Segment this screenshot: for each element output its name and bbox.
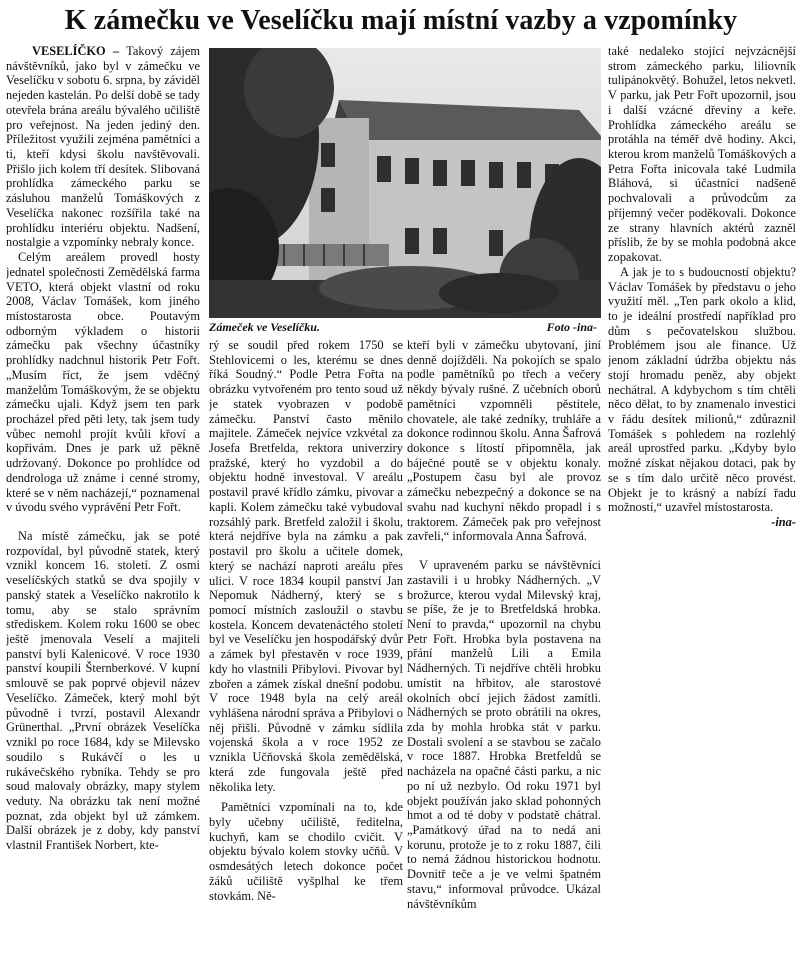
photo-caption-text: Zámeček ve Veselíčku. [209, 320, 320, 334]
column-3 [407, 338, 601, 954]
photo [209, 48, 601, 318]
col1-paragraph-2: Celým areálem provedl hosty jednatel společnosti Zemědělská farma VETO, která objekt vlastní od roku 2008, Václav Tomášek, kom jiného místostarosta obce. Poutavým odborným výkladem o historii zámečku pak všechny účastníky prohlídky nadchnul historik Petr Fořt. „Musím říct, že jsem vděčný manželům Tomáškovým, že se objektu zámečku ujali. Když jsem ten park procházel před pěti lety, tak jsem tudy vůbec nemohl projít kvůli křoví a kopřivám. Dnes je park už pěkně udržovaný. Dokonce po prohlídce od dendrologa už známe i cenné stromy, které se v něm nacházejí,“ poznamenal v úvodu svého vyprávění Petr Fořt. [6, 250, 200, 515]
col1-paragraph-3: Na místě zámečku, jak se poté rozpovídal, byl původně statek, který vznikl koncem 16. století. Z osmi veselíčských statků se dva spojily v panský statek a Veselíčko nakrotilo k tomu, aby se stalo správním střediskem. Kolem roku 1600 se obec ještě jmenovala Veselí a majiteli panství byli Kalenicové. V roce 1930 panství koupili Šternberkové. V kupní smlouvě se pak poprvé objevil název Veselíčko. Zámeček, který mohl být původně i tvrzí, postavil Alexandr Grünerthal. „První obrázek Veselíčka vznikl po roce 1684, kdy se Milevsko soudilo s Rukávčí o les u rukávečského rybníka. Tehdy se pro soud malovaly obrázky, mapy stylem veduty. Na obrázku tak není možné poznat, zda objekt byl už zámkem. Další obrázek je z doby, kdy panství vlastnil František Norbert, kte- [6, 529, 200, 853]
photo-caption [209, 320, 601, 336]
col3-paragraph-1: kteří byli v zámečku ubytovaní, jiní denně dojížděli. Na pokojích se spalo podle pamětníků po třech a večery někdy bývaly rušné. Z učebních oborů pamětníci vzpomněli pěstitele, chovatele, ale také zedníky, truhláře a dokonce rodinnou školu. Anna Šafrová dokonce s lítostí připomněla, jak báječné poutě se v objektu konaly. „Postupem času byl ale provoz zámečku nebezpečný a dokonce se na svahu nad kuchyní někdo propadl i s traktorem. Zámeček pak pro veřejnost zavřeli,“ informovala Anna Šafrová. [407, 338, 601, 544]
column-1 [6, 44, 200, 954]
dateline: VESELÍČKO – [32, 44, 120, 58]
col4-paragraph-1: také nedaleko stojící nejvzácnější strom zámeckého parku, liliovník tulipánokvětý. Bohužel, letos nekvetl. V parku, jak Petr Fořt upozornil, jsou i další vzácné dřeviny a keře. Prohlídka zámeckého areálu se protáhla na téměř dvě hodiny. Akci, kterou krom manželů Tomáškových a Petra Fořta inicovala také Ludmila Bláhová, si účastníci nadšeně pochvalovali a průvodcům za příjemný večer poděkovali. Dokonce ze strany hlavních aktérů zazněl příslib, že by se mohla podobná akce zopakovat. [608, 44, 796, 265]
chateau-photo [209, 48, 601, 318]
headline: K zámečku ve Veselíčku mají místní vazby a vzpomínky [64, 5, 738, 36]
col2-paragraph-1: rý se soudil před rokem 1750 se Stehlovicemi o les, kterému se dnes říká Soudný.“ Podle Petra Fořta na obrázku vytvořeném pro tento soud už je statek vyobrazen v podobě zámečku. Panství často měnilo majitele. Zámeček nejvíce vzkvétal za Josefa Bretfelda, rektora univerziry pražské, který ho vyzdobil a do objektu hodně investoval. V areálu postavil pravé křídlo zámku, pivovar a kapli. Kolem zámečku také vybudoval rozsáhlý park. Bretfeld založil i školu, která nejdříve byla na zámku a pak postavil pro školu a učitele domek, který se nachází naproti areálu přes ulici. V roce 1834 koupil panství Jan Nepomuk Nádherný, který se s pomocí místních zasloužil o stavbu kostela. Koncem devatenáctého století byl ve Veselíčku jen hospodářský dvůr a zámek byl přestavěn v roce 1939, kdy ho vlastnili Přibylovi. Pivovar byl zbořen a zámek získal dnešní podobu. V roce 1948 byla na celý areál vyhlášena národní správa a Přibylovi o něj přišli. Původně v zámku sídlila vojenská škola a v roce 1952 ze vznikla Učňovská škola zemědělská, která zde fungovala ještě před několika lety. [209, 338, 403, 794]
author-signature: -ina- [771, 515, 796, 529]
photo-credit: Foto -ina- [546, 320, 597, 334]
col1-paragraph-1 [6, 44, 200, 250]
col4-paragraph-2 [608, 264, 796, 529]
col2-paragraph-2: Pamětníci vzpomínali na to, kde byly učebny učiliště, ředitelna, kuchyň, kam se chodilo cvičit. V objektu bývalo kolem stovky učňů. V osmdesátých letech dokonce počet žáků učiliště vyšplhal ke třem stovkám. Ně- [209, 800, 403, 903]
col3-paragraph-2: V upraveném parku se návštěvníci zastavili i u hrobky Nádherných. „V brožurce, kterou vydal Milevský kraj, se píše, že je to Bretfeldská hrobka. Není to pravda,“ upozornil na chybu Petr Fořt. Hrobka byla postavena na přání manželů Lili a Emila Nádherných. Ti nejdříve chtěli hrobku umístit na hřbitov, ale starostové okolních obcí jejich žádost zamítli. Nádherných se proto obrátili na okres, zda by mohla hrobka stát v parku. Dostali svolení a se stavbou se začalo v roce 1887. Hrobka Bretfeldů se nacházela na opačné části parku, a nic po ní už nezbylo. Od roku 1971 byl objekt používán jako sklad pohonných hmot a od té doby v podstatě chátral. „Památkový úřad na to nedá ani korunu, protože je to z roku 1887, čili to nemá žádnou historickou hodnotu. Dovnitř teče a je ve velmi špatném stavu,“ informoval průvodce. Ukázal návštěvníkům [407, 558, 601, 911]
chateau-photo-illustration [209, 48, 601, 318]
column-4 [608, 44, 796, 554]
col4-paragraph-2-text: A jak je to s budoucností objektu? Václav Tomášek by představu o jeho využití měl. „Ten park okolo a klid, to je ideální prostředí například pro dům s pečovatelskou službou. Problémem jsou ale finance. Už jenom základní údržba objektu nás stojí hromadu peněz, aby objekt nechátral. A kdybychom s tím chtěli něco dělat, to by znamenalo investici v řádu desítek milionů,“ zdůraznil Tomášek s pohledem na rozlehlý areál uprostřed parku. „Kdyby bylo možné získat nějakou dotaci, pak by se s tím dalo určitě něco provést. Objekt je to krásný a nabízí řadu možností,“ uzavřel místostarosta. [608, 264, 796, 515]
col1-paragraph-1-text: Takový zájem návštěvníků, jako byl v zámečku ve Veselíčku v sobotu 6. srpna, by záviděl nejeden kastelán. Po delší době se tady otevřela brána areálu bývalého učiliště pro veřejnost. Na jeden jediný den. Příležitost využili zejména pamětníci a ti, kteří kdysi školu navštěvovali. Přišlo jich kolem tří desítek. Slibovaná prohlídka zámeckého parku se zásluhou manželů Tomáškových z Veselíčka nakonec rozšířila také na prohlídku interiéru objektu. Nadšení, nostalgie a vzpomínky nebraly konce. [6, 44, 200, 250]
column-2 [209, 338, 403, 954]
